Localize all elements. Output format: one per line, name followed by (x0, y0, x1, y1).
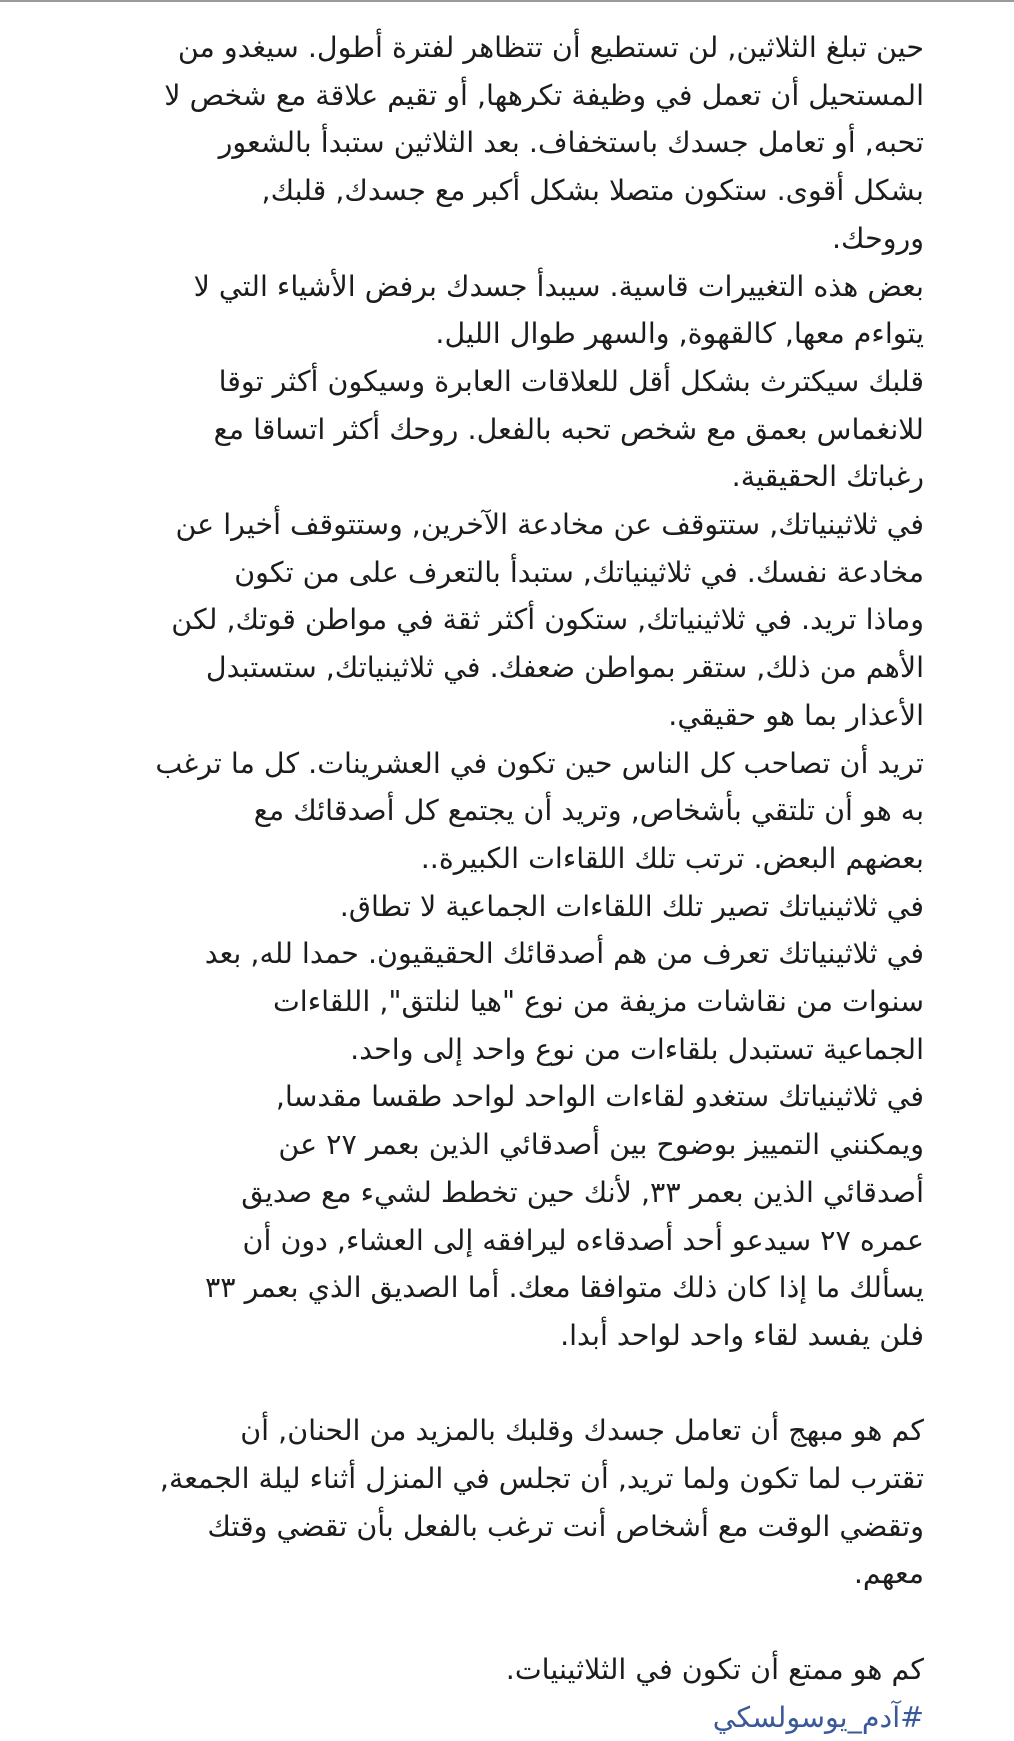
text-line: في ثلاثينياتك تعرف من هم أصدقائك الحقيقيون. حمدا لله, بعد (204, 937, 924, 971)
text-line: سنوات من نقاشات مزيفة من نوع "هيا لنلتق", اللقاءات (272, 985, 924, 1019)
post-body (6, 24, 924, 1741)
text-line: وروحك. (832, 221, 924, 255)
text-line: يسألك ما إذا كان ذلك متوافقا معك. أما الصديق الذي بعمر ٣٣ (205, 1271, 924, 1305)
text-line: ويمكنني التمييز بوضوح بين أصدقائي الذين بعمر ٢٧ عن (278, 1128, 924, 1162)
text-line: المستحيل أن تعمل في وظيفة تكرهها, أو تقيم علاقة مع شخص لا (164, 78, 924, 112)
text-line: عمره ٢٧ سيدعو أحد أصدقاءه ليرافقه إلى العشاء, دون أن (242, 1223, 924, 1257)
text-line: الأهم من ذلك, ستقر بمواطن ضعفك. في ثلاثينياتك, ستستبدل (205, 651, 924, 685)
text-line: كم هو ممتع أن تكون في الثلاثينيات. (505, 1652, 924, 1686)
text-line: بعض هذه التغييرات قاسية. سيبدأ جسدك برفض الأشياء التي لا (193, 269, 924, 303)
top-divider (0, 0, 1014, 2)
text-line: كم هو مبهج أن تعامل جسدك وقلبك بالمزيد من الحنان, أن (240, 1414, 924, 1448)
text-line: في ثلاثينياتك ستغدو لقاءات الواحد لواحد طقسا مقدسا, (275, 1080, 924, 1114)
text-line: الأعذار بما هو حقيقي. (668, 698, 924, 732)
hashtag-link[interactable]: #آدم_يوسولسكي (712, 1700, 924, 1734)
text-line: معهم. (853, 1557, 924, 1591)
text-line: قلبك سيكترث بشكل أقل للعلاقات العابرة وسيكون أكثر توقا (218, 364, 924, 398)
text-line: تحبه, أو تعامل جسدك باستخفاف. بعد الثلاثين ستبدأ بالشعور (218, 126, 924, 160)
text-line: الجماعية تستبدل بلقاءات من نوع واحد إلى واحد. (350, 1032, 924, 1066)
text-line: يتواءم معها, كالقهوة, والسهر طوال الليل. (435, 317, 924, 351)
text-line: رغباتك الحقيقية. (731, 460, 924, 494)
text-line: تقترب لما تكون ولما تريد, أن تجلس في المنزل أثناء ليلة الجمعة, (159, 1462, 924, 1496)
text-line: تريد أن تصاحب كل الناس حين تكون في العشرينات. كل ما ترغب (155, 746, 924, 780)
text-line: وماذا تريد. في ثلاثينياتك, ستكون أكثر ثقة في مواطن قوتك, لكن (171, 603, 924, 637)
hashtag-line (6, 1694, 924, 1741)
text-line: حين تبلغ الثلاثين, لن تستطيع أن تتظاهر لفترة أطول. سيغدو من (177, 31, 924, 64)
paragraph-gap (6, 1360, 924, 1408)
text-line: مخادعة نفسك. في ثلاثينياتك, ستبدأ بالتعرف على من تكون (234, 555, 924, 589)
text-line: بعضهم البعض. ترتب تلك اللقاءات الكبيرة.. (420, 841, 924, 875)
text-line: في ثلاثينياتك تصير تلك اللقاءات الجماعية لا تطاق. (339, 889, 924, 923)
text-line: به هو أن تلتقي بأشخاص, وتريد أن يجتمع كل أصدقائك مع (253, 794, 924, 828)
text-line: وتقضي الوقت مع أشخاص أنت ترغب بالفعل بأن تقضي وقتك (207, 1509, 924, 1543)
text-line: بشكل أقوى. ستكون متصلا بشكل أكبر مع جسدك, قلبك, (261, 174, 924, 208)
text-line: فلن يفسد لقاء واحد لواحد أبدا. (560, 1318, 924, 1352)
text-line: للانغماس بعمق مع شخص تحبه بالفعل. روحك أكثر اتساقا مع (213, 412, 924, 446)
paragraph-gap (6, 1598, 924, 1646)
text-line: في ثلاثينياتك, ستتوقف عن مخادعة الآخرين, وستتوقف أخيرا عن (175, 508, 924, 542)
text-line: أصدقائي الذين بعمر ٣٣, لأنك حين تخطط لشيء مع صديق (241, 1175, 924, 1209)
